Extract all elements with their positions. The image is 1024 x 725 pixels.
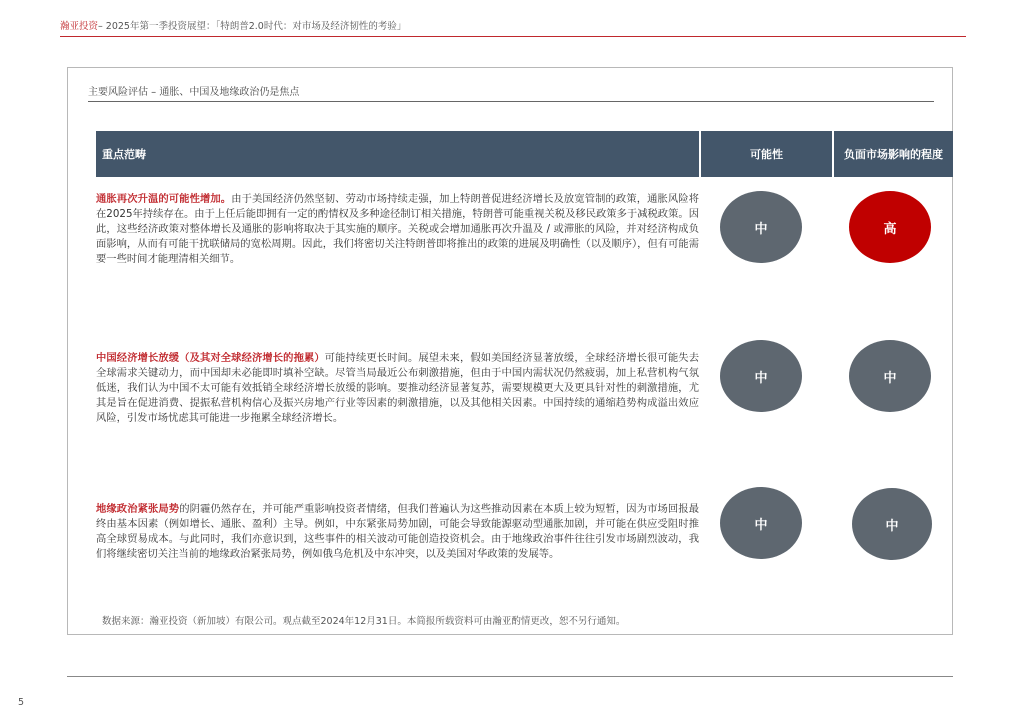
column-header-probability: 可能性 xyxy=(701,131,832,177)
probability-badge: 中 xyxy=(720,487,802,559)
report-header xyxy=(60,18,406,32)
risk-title: 中国经济增长放缓（及其对全球经济增长的拖累） xyxy=(96,352,325,364)
column-header-topic: 重点范畴 xyxy=(96,131,699,177)
probability-badge: 中 xyxy=(720,340,802,412)
data-source-note: 数据来源：瀚亚投资（新加坡）有限公司。观点截至2024年12月31日。本简报所载资料可由瀚亚酌情更改，恕不另行通知。 xyxy=(102,616,626,627)
risk-row-china xyxy=(96,351,699,426)
risk-row-geopolitics xyxy=(96,502,699,562)
risk-row-inflation xyxy=(96,192,699,267)
risk-title: 通胀再次升温的可能性增加。 xyxy=(96,193,232,205)
risk-assessment-card xyxy=(67,67,953,635)
impact-badge: 中 xyxy=(849,340,931,412)
probability-badge: 中 xyxy=(720,191,802,263)
risk-title: 地缘政治紧张局势 xyxy=(96,503,180,515)
page-number: 5 xyxy=(18,697,25,708)
card-title: 主要风险评估 – 通胀、中国及地缘政治仍是焦点 xyxy=(88,87,300,98)
risk-body: 可能持续更长时间。展望未来，假如美国经济显著放缓，全球经济增长很可能失去全球需求关键动力，而中国却未必能即时填补空缺。尽管当局最近公布刺激措施，但由于中国内需状况仍然疲弱，加上私营机构气氛低迷，我们认为中国不太可能有效抵销全球经济增长放缓的影响。要推动经济显著复苏，需要规模更大及更具针对性的刺激措施，尤其是旨在促进消费、提振私营机构信心及振兴房地产行业等因素的刺激措施，以及其他相关因素。中国持续的通缩趋势构成溢出效应风险，引发市场忧虑其可能进一步拖累全球经济增长。 xyxy=(96,352,700,424)
impact-badge: 高 xyxy=(849,191,931,263)
impact-badge: 中 xyxy=(852,488,932,560)
risk-body: 由于美国经济仍然坚韧、劳动市场持续走强，加上特朗普促进经济增长及放宽管制的政策，通胀风险将在2025年持续存在。由于上任后能即拥有一定的酌情权及多种途径制订相关措施，特朗普可能重视关税及移民政策多于减税政策。因此，这些经济政策对整体增长及通胀的影响将取决于其实施的顺序。关税或会增加通胀再次升温及 / 或滞胀的风险，并对经济构成负面影响，从而有可能干扰联储局的宽松周期。因此，我们将密切关注特朗普即将推出的政策的进展及明确性（以及顺序），但有可能需要一些时间才能理清相关细节。 xyxy=(96,193,700,265)
report-subtitle: – 2025年第一季投资展望：「特朗普2.0时代：对市场及经济韧性的考验」 xyxy=(98,21,407,32)
footer-divider xyxy=(67,676,953,677)
brand-name: 瀚亚投资 xyxy=(60,21,99,32)
header-divider xyxy=(60,36,966,37)
column-header-impact: 负面市场影响的程度 xyxy=(834,131,953,177)
title-divider xyxy=(88,101,934,102)
risk-body: 的阴霾仍然存在，并可能严重影响投资者情绪，但我们普遍认为这些推动因素在本质上较为短暂，因为市场回报最终由基本因素（例如增长、通胀、盈利）主导。例如，中东紧张局势加剧，可能会导致能源驱动型通胀加剧，并可能在供应受阻时推高全球贸易成本。与此同时，我们亦意识到，这些事件的相关波动可能创造投资机会。由于地缘政治事件往往引发市场剧烈波动，我们将继续密切关注当前的地缘政治紧张局势，例如俄乌危机及中东冲突，以及美国对华政策的发展等。 xyxy=(96,503,699,560)
